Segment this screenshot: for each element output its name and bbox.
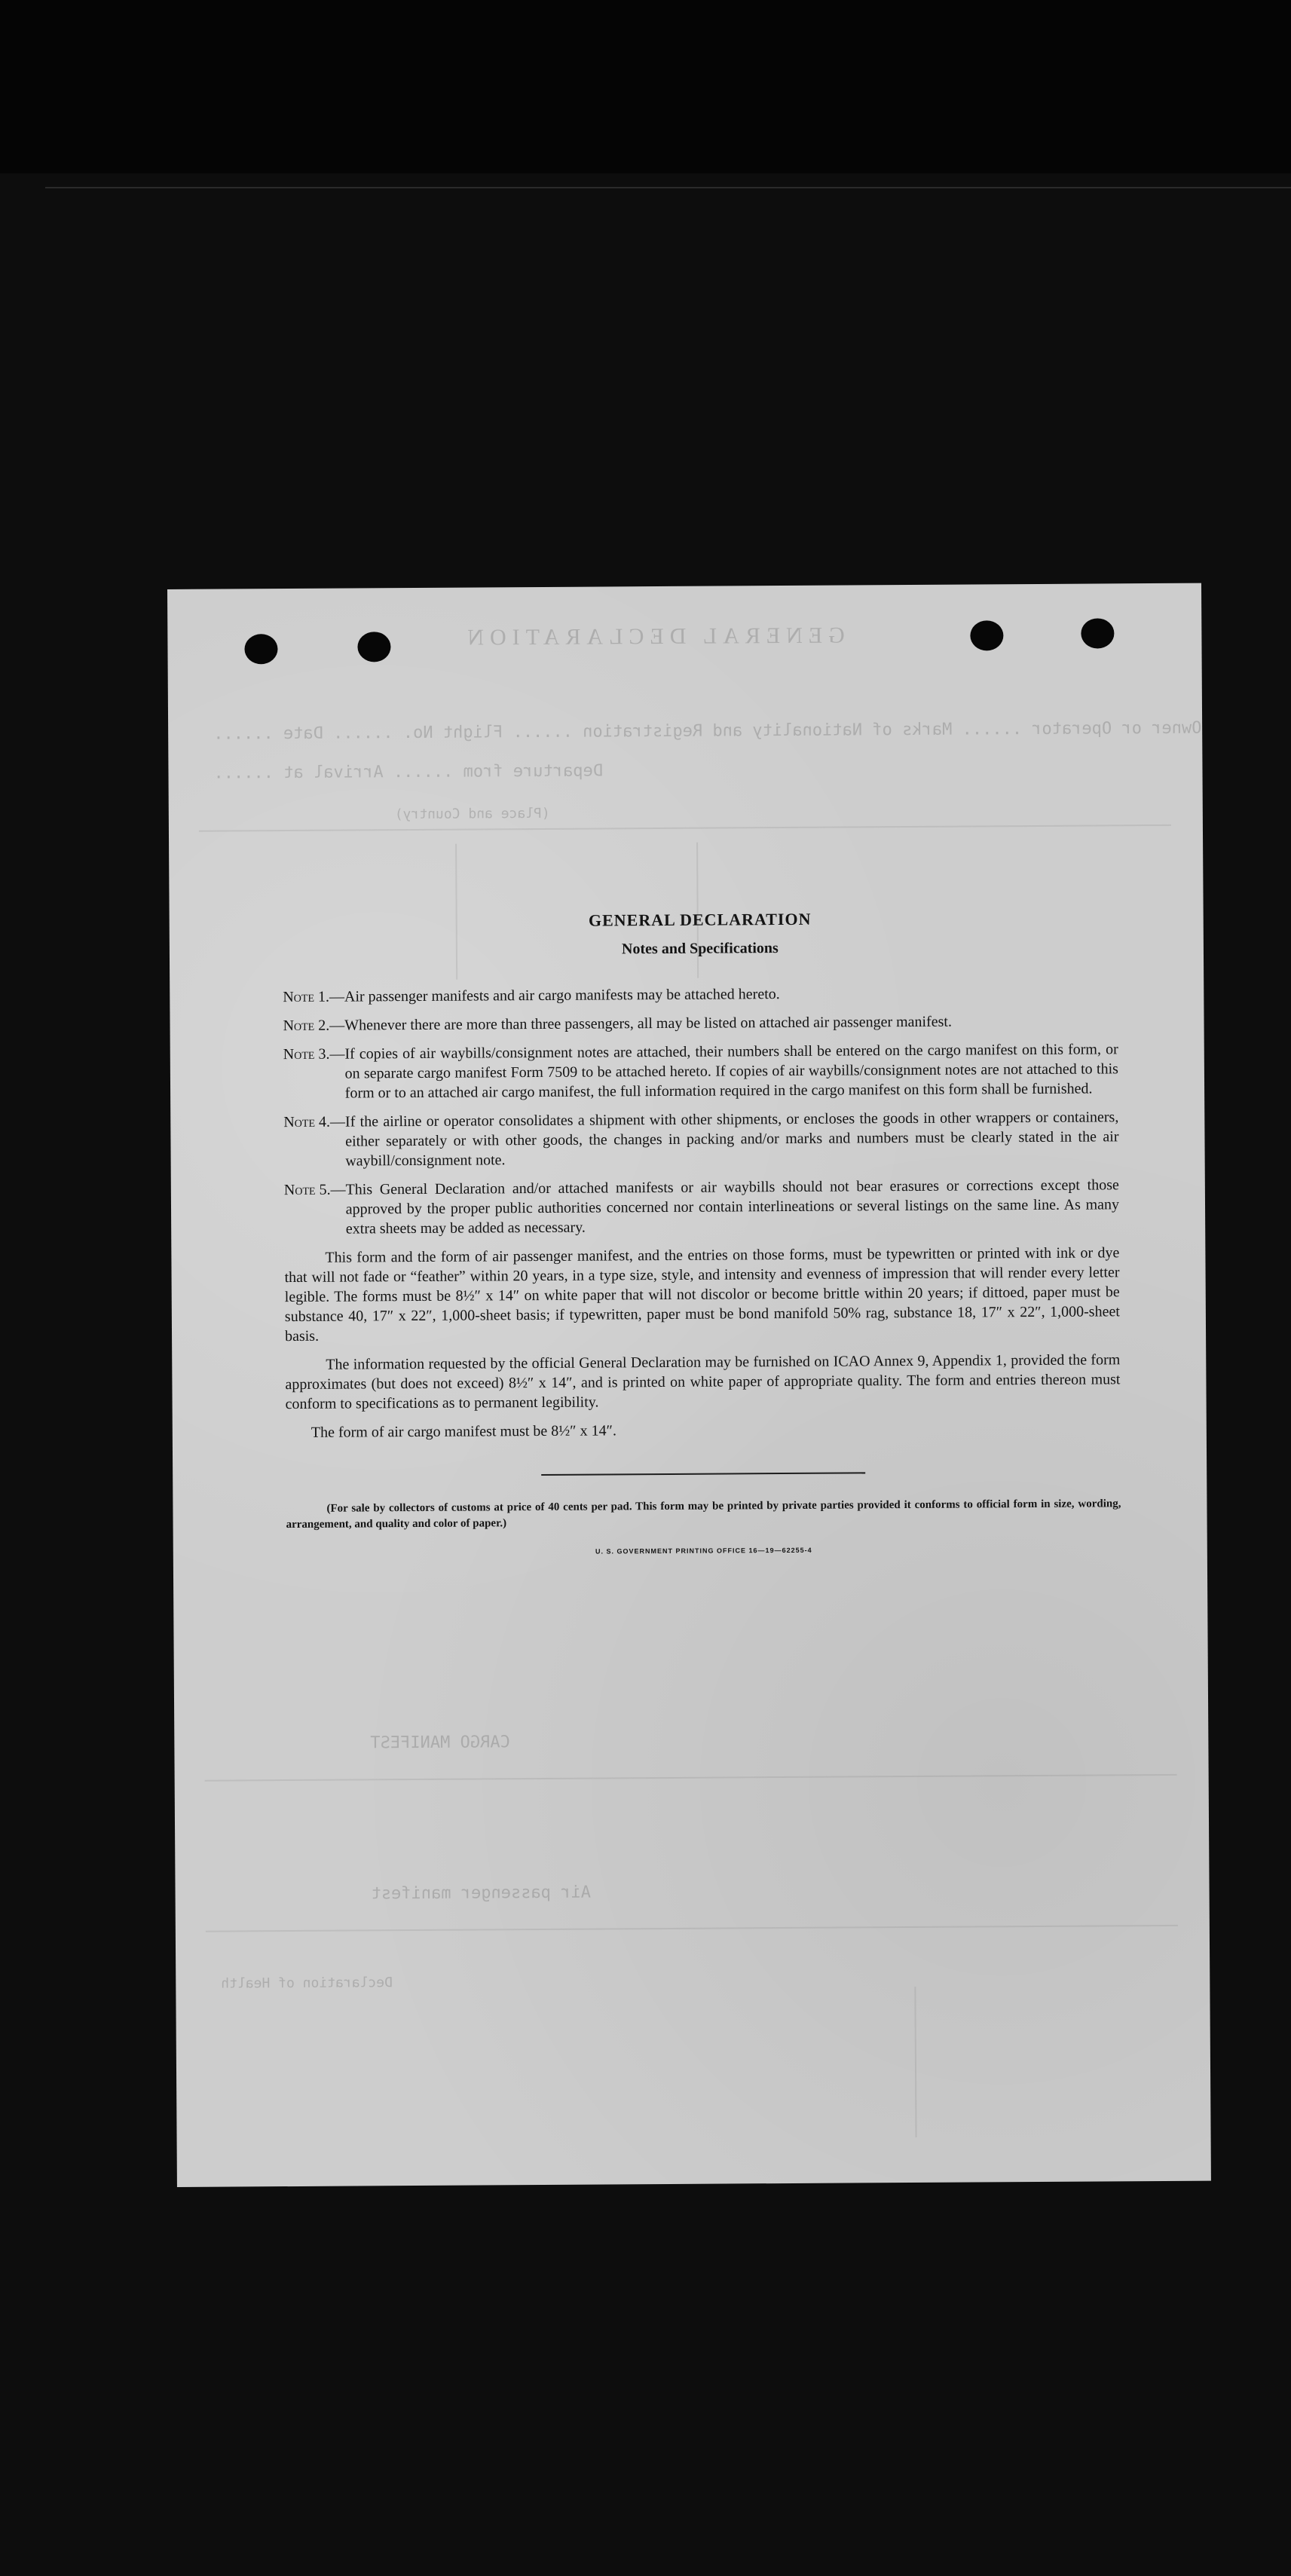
show-through-line-3: (Place and Country)	[394, 805, 550, 823]
document-page	[167, 583, 1211, 2187]
show-through-title: GENERAL DECLARATION	[461, 623, 845, 650]
note-label: Note 5.	[283, 1181, 331, 1199]
printer-line: U. S. GOVERNMENT PRINTING OFFICE 16—19—62255-4	[595, 1546, 812, 1556]
note-text: This General Declaration and/or attached manifests or air waybills should not bear erasures or corrections except those approved by the proper public authorities concerned nor contain interlineations or several listings on the same line. As many extra sheets may be added as necessary.	[345, 1176, 1120, 1238]
punch-hole-right-2	[1081, 618, 1114, 648]
scan-edge-line	[45, 187, 1291, 188]
show-through-line-6: Declaration of Health	[221, 1975, 393, 1992]
note-label: Note 2.	[283, 1017, 330, 1035]
note-text: If the airline or operator consolidates a shipment with other shipments, or encloses the goods in other wrappers or containers, either separately or with other goods, the changes in packing and/or marks and numbers must be clearly stated in the air waybill/consignment note.	[344, 1109, 1119, 1170]
note-text: Air passenger manifests and air cargo manifests may be attached hereto.	[344, 986, 780, 1005]
note-1: Note 1. — Air passenger manifests and air cargo manifests may be attached hereto.	[283, 982, 1118, 1007]
note-text: Whenever there are more than three passengers, all may be listed on attached air passenger manifest.	[344, 1013, 953, 1034]
declaration-content	[283, 907, 1121, 1557]
show-through-line-2: Departure from ...... Arrival at ......	[213, 761, 604, 783]
page-subtitle: Notes and Specifications	[621, 940, 779, 958]
note-3: Note 3. — If copies of air waybills/consignment notes are attached, their numbers shall be entered on the cargo manifest on this form, or on separate cargo manifest Form 7509 to be attached hereto. If copies of air waybills/consignment notes are not attached to this form or to an attached air cargo manifest, the full information required in the cargo manifest on this form shall be furnished.	[283, 1039, 1118, 1103]
specification-paragraph-1: This form and the form of air passenger manifest, and the entries on those forms, must be typewritten or printed with ink or dye that will not fade or “feather” within 20 years, in a type size, style, and intensity and evenness of impression that will render every letter legible. The forms must be 8½″ x 14″ on white paper that will not discolor or become brittle within 20 years; if dittoed, paper must be substance 40, 17″ x 22″, 1,000-sheet basis; if typewritten, paper must be bond manifold 50% rag, substance 18, 17″ x 22″, 1,000-sheet basis.	[284, 1244, 1120, 1345]
page-title: GENERAL DECLARATION	[588, 909, 812, 930]
show-through-line-5: Air passenger manifest	[371, 1883, 592, 1904]
show-through-rule	[206, 1925, 1178, 1932]
punch-hole-right-1	[970, 620, 1003, 650]
punch-hole-left-1	[244, 634, 277, 664]
note-4: Note 4. — If the airline or operator consolidates a shipment with other shipments, or encloses the goods in other wrappers or containers, either separately or with other goods, the changes in packing and/or marks and numbers must be clearly stated in the air waybill/consignment note.	[283, 1107, 1118, 1171]
show-through-line-4: CARGO MANIFEST	[370, 1733, 510, 1753]
sale-notice: (For sale by collectors of customs at price of 40 cents per pad. This form may be printed by private parties provided it conforms to official form in size, wording, arrangement, and quality and color of paper.)	[286, 1498, 1121, 1531]
specification-paragraph-3: The form of air cargo manifest must be 8½″ x 14″.	[311, 1422, 616, 1441]
punch-hole-left-2	[357, 632, 390, 662]
show-through-line-1: Owner or Operator ...... Marks of Nationality and Registration ...... Flight No. ...... Date ......	[213, 718, 1202, 744]
note-label: Note 3.	[283, 1045, 330, 1063]
specification-paragraph-2: The information requested by the official General Declaration may be furnished on ICAO Annex 9, Appendix 1, provided the form approximates (but does not exceed) 8½″ x 14″, and is printed on white paper of appropriate quality. The form and entries thereon must conform to specifications as to permanent legibility.	[285, 1351, 1121, 1413]
show-through-rule	[205, 1774, 1177, 1782]
show-through-rule	[199, 825, 1171, 832]
show-through-rule	[914, 1987, 916, 2137]
note-text: If copies of air waybills/consignment notes are attached, their numbers shall be entered on the cargo manifest on this form, or on separate cargo manifest Form 7509 to be attached hereto. If copies of air waybills/consignment notes are not attached to this form or to an attached air cargo manifest, the full information required in the cargo manifest on this form shall be furnished.	[344, 1041, 1118, 1102]
note-2: Note 2. — Whenever there are more than three passengers, all may be listed on attached air passenger manifest.	[283, 1011, 1118, 1036]
note-5: Note 5. — This General Declaration and/or attached manifests or air waybills should not bear erasures or corrections except those approved by the proper public authorities concerned nor contain interlineations or several listings on the same line. As many extra sheets may be added as necessary.	[284, 1175, 1119, 1239]
scan-top-band	[0, 0, 1291, 173]
divider-rule	[541, 1472, 865, 1476]
note-label: Note 4.	[283, 1113, 331, 1131]
note-label: Note 1.	[283, 988, 330, 1006]
